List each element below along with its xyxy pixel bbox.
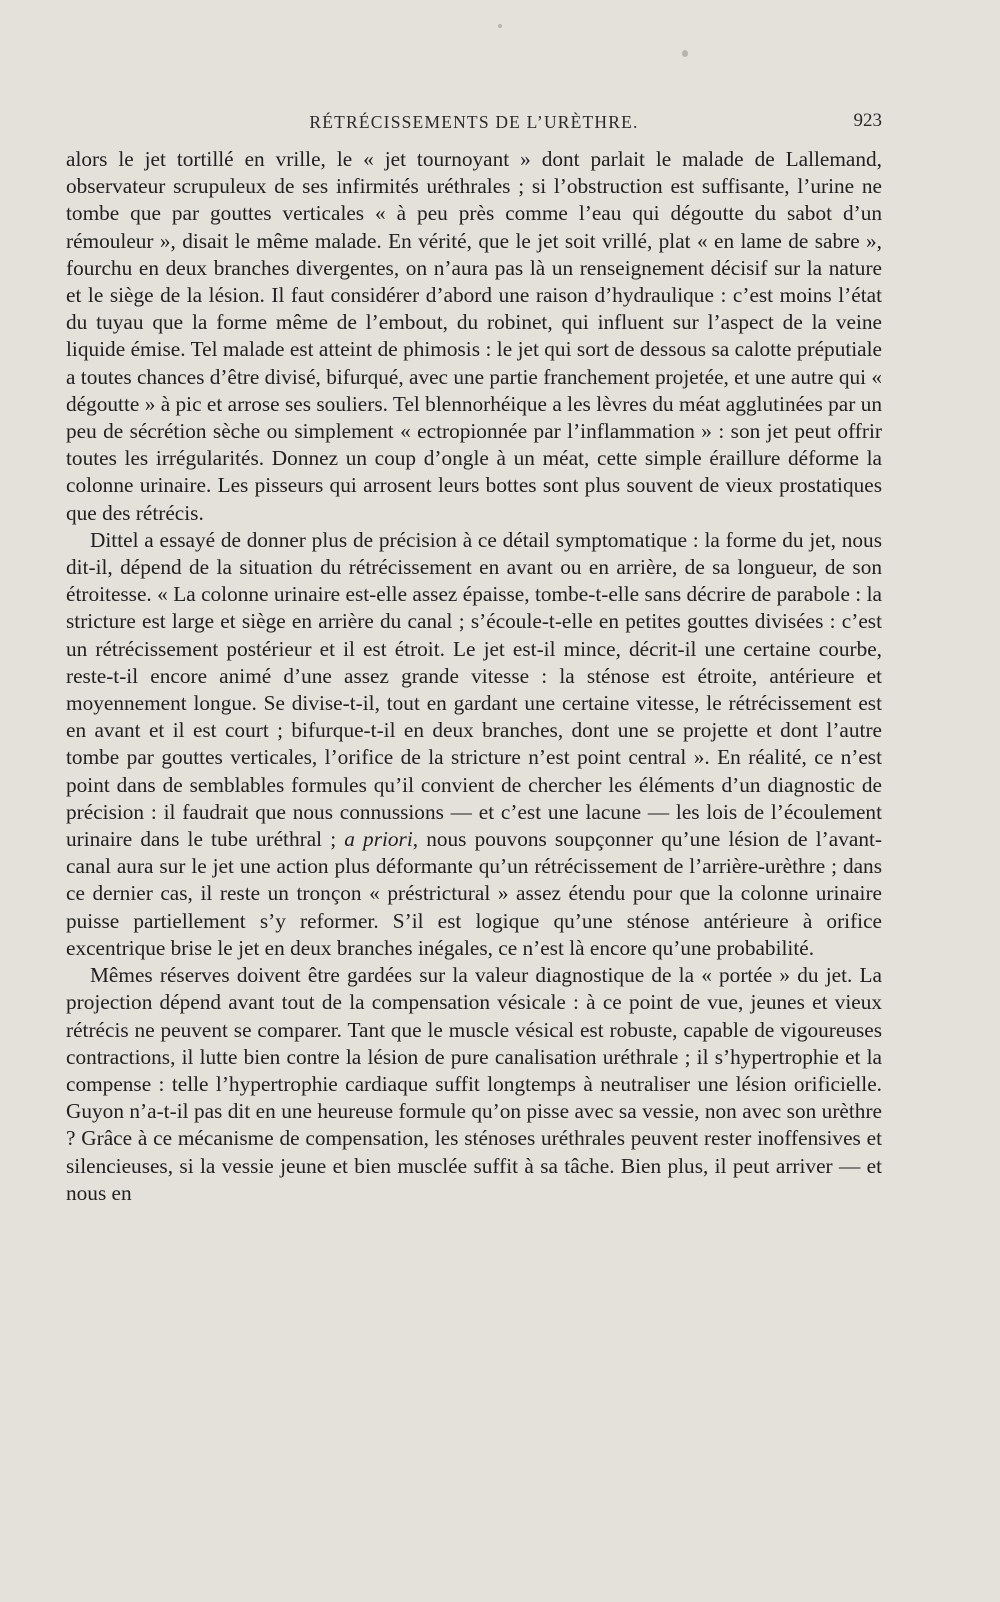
paragraph-3: Mêmes réserves doivent être gardées sur la valeur diagnostique de la « portée » du jet. La projection dépend avant tout de la compensation vésicale : à ce point de vue, jeunes et vieux rétrécis ne peuvent se comparer. Tant que le muscle vésical est robuste, capable de vigoureuses contractions, il lutte bien contre la lésion de pure canalisation uréthrale ; il s’hypertrophie et la compense : telle l’hypertrophie cardiaque suffit longtemps à neutraliser une lésion orificielle. Guyon n’a-t-il pas dit en une heureuse formule qu’on pisse avec sa vessie, non avec son urèthre ? Grâce à ce mécanisme de compensation, les sténoses uréthrales peuvent rester inoffensives et silencieuses, si la vessie jeune et bien musclée suffit à sa tâche. Bien plus, il peut arriver — et nous en <box>66 963 882 1205</box>
page-speck <box>498 24 502 28</box>
page-header <box>66 112 882 140</box>
italic-a-priori: a priori <box>344 827 413 852</box>
page-speck <box>682 50 688 57</box>
paragraph-2-text-b: , nous pouvons soupçonner qu’une lésion de l’avant-canal aura sur le jet une action plus déformante qu’un rétrécissement de l’arrière-urèthre ; dans ce dernier cas, il reste un tronçon « préstrictural » assez étendu pour que la colonne urinaire puisse partiellement s’y reformer. S’il est logique qu’une sténose antérieure à orifice excentrique brise le jet en deux branches inégales, ce n’est là encore qu’une probabilité. <box>66 827 882 960</box>
paragraph-2 <box>66 527 882 962</box>
paragraph-1: alors le jet tortillé en vrille, le « jet tournoyant » dont parlait le malade de Lallemand, observateur scrupuleux de ses infirmités uréthrales ; si l’obstruction est suffisante, l’urine ne tombe que par gouttes verticales « à peu près comme l’eau qui dégoutte du sabot d’un rémouleur », disait le même malade. En vérité, que le jet soit vrillé, plat « en lame de sabre », fourchu en deux branches divergentes, on n’aura pas là un renseignement décisif sur la nature et le siège de la lésion. Il faut considérer d’abord une raison d’hydraulique : c’est moins l’état du tuyau que la forme même de l’embout, du robinet, qui influent sur l’aspect de la veine liquide émise. Tel malade est atteint de phimosis : le jet qui sort de dessous sa calotte préputiale a toutes chances d’être divisé, bifurqué, avec une partie franchement projetée, et une autre qui « dégoutte » à pic et arrose ses souliers. Tel blennorhéique a les lèvres du méat agglutinées par un peu de sécrétion sèche ou simplement « ectropionnée par l’inflammation » : son jet peut offrir toutes les irrégularités. Donnez un coup d’ongle à un méat, cette simple éraillure déforme la colonne urinaire. Les pisseurs qui arrosent leurs bottes sont plus souvent de vieux prostatiques que des rétrécis. <box>66 147 883 525</box>
running-title: RÉTRÉCISSEMENTS DE L’URÈTHRE. <box>309 112 639 132</box>
body-text <box>66 146 882 1207</box>
page-number: 923 <box>853 110 882 131</box>
paragraph-2-text-a: Dittel a essayé de donner plus de précision à ce détail symptomatique : la forme du jet, nous dit-il, dépend de la situation du rétrécissement en avant ou en arrière, de sa longueur, de son étroitesse. « La colonne urinaire est-elle assez épaisse, tombe-t-elle sans décrire de parabole : la stricture est large et siège en arrière du canal ; s’écoule-t-elle en petites gouttes divisées : c’est un rétrécissement postérieur et il est étroit. Le jet est-il mince, décrit-il une certaine courbe, reste-t-il encore animé d’une assez grande vitesse : la sténose est étroite, antérieure et moyennement longue. Se divise-t-il, tout en gardant une certaine vitesse, le rétrécissement est en avant et il est court ; bifurque-t-il en deux branches, dont une se projette et dont l’autre tombe par gouttes verticales, l’orifice de la stricture n’est point central ». En réalité, ce n’est point dans de semblables formules qu’il convient de chercher les éléments d’un diagnostic de précision : il faudrait que nous connussions — et c’est une lacune — les lois de l’écoulement urinaire dans le tube uréthral ; <box>66 527 882 852</box>
